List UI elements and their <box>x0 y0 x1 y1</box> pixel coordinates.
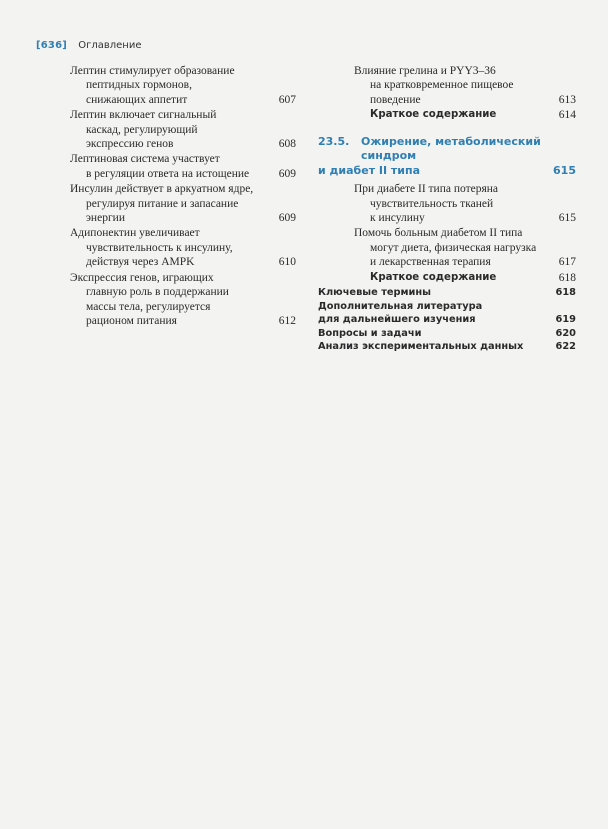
section-title-line: и диабет II типа <box>318 163 421 177</box>
toc-entry-text-line: массы тела, регулируется <box>86 300 211 313</box>
toc-section-heading[interactable] <box>318 135 576 179</box>
toc-entry-text-line: При диабете II типа потеряна <box>354 183 499 196</box>
toc-entry[interactable] <box>70 182 296 225</box>
toc-entry[interactable] <box>318 286 576 300</box>
page-ref: 620 <box>555 327 576 339</box>
toc-entry-text-line: в регуляции ответа на истощение <box>86 167 250 180</box>
toc-summary-entry[interactable] <box>318 271 576 285</box>
toc-entry-text-line: и лекарственная терапия <box>370 256 491 269</box>
toc-entry-text-line: Влияние грелина и PYY3–36 <box>354 65 496 77</box>
page-ref: 618 <box>555 286 576 298</box>
toc-entry[interactable] <box>318 300 576 327</box>
page-ref: 617 <box>558 256 576 269</box>
toc-entry-text-line: регулируя питание и запасание <box>86 197 239 210</box>
toc-entry-text-line: Лептин стимулирует образование <box>70 65 235 77</box>
toc-back-matter <box>318 286 576 354</box>
toc-summary-entry[interactable] <box>318 108 576 122</box>
toc-subsection-list <box>318 64 576 107</box>
toc-entry-text-line: снижающих аппетит <box>86 93 188 106</box>
toc-entry-text-line: Вопросы и задачи <box>318 327 422 339</box>
page-ref: 614 <box>558 109 576 122</box>
toc-entry-text-line: действуя через AMPK <box>86 256 195 269</box>
toc-entry-text-line: главную роль в поддержании <box>86 286 229 299</box>
toc-entry-text-line: Инсулин действует в аркуатном ядре, <box>70 183 254 196</box>
section-title-line: Ожирение, метаболический синдром <box>361 134 541 163</box>
toc-entry-text-line: чувствительность тканей <box>370 197 494 210</box>
page-header <box>36 40 141 51</box>
toc-entry-text-line: Помочь больным диабетом II типа <box>354 227 523 240</box>
toc-entry-text-line: пептидных гормонов, <box>86 79 192 92</box>
toc-subsection-list <box>318 182 576 269</box>
toc-entry-text-line: Экспрессия генов, играющих <box>70 271 214 284</box>
toc-entry-text-line: Лептин включает сигнальный <box>70 109 217 122</box>
toc-entry[interactable] <box>318 327 576 341</box>
page-ref: 608 <box>278 138 296 151</box>
toc-entry-text-line: Дополнительная литература <box>318 300 483 312</box>
toc-entry-text-line: могут диета, физическая нагрузка <box>370 241 537 254</box>
toc-entry-text-line: на кратковременное пищевое <box>370 79 514 92</box>
toc-entry-text-line: экспрессию генов <box>86 138 174 151</box>
toc-entry[interactable] <box>70 152 296 181</box>
toc-entry-text-line: Адипонектин увеличивает <box>70 227 200 240</box>
toc-entry[interactable] <box>318 340 576 354</box>
toc-column-right <box>318 64 576 354</box>
page-number: [636] <box>36 40 68 51</box>
toc-entry-text-line: к инсулину <box>370 211 425 224</box>
summary-label: Краткое содержание <box>370 109 497 121</box>
toc-entry-text-line: для дальнейшего изучения <box>318 314 476 326</box>
summary-label: Краткое содержание <box>370 271 497 283</box>
page-ref: 607 <box>278 93 296 106</box>
toc-entry-text-line: энергии <box>86 212 125 225</box>
toc-entry-text-line: поведение <box>370 93 421 106</box>
toc-entry[interactable] <box>354 182 576 225</box>
page-ref: 619 <box>555 314 576 326</box>
page-ref: 609 <box>278 167 296 180</box>
toc-entry-text-line: каскад, регулирующий <box>86 123 198 136</box>
toc-entry[interactable] <box>70 108 296 151</box>
toc-entry-text-line: Ключевые термины <box>318 286 432 298</box>
page-title: Оглавление <box>78 40 142 51</box>
page-ref: 609 <box>278 212 296 225</box>
page-ref: 615 <box>553 163 576 177</box>
toc-entry[interactable] <box>70 271 296 329</box>
page-ref: 610 <box>278 256 296 269</box>
page-ref: 618 <box>558 271 576 284</box>
page-ref: 612 <box>278 314 296 327</box>
toc-entry-text-line: чувствительность к инсулину, <box>86 241 233 254</box>
toc-entry[interactable] <box>354 64 576 107</box>
toc-column-left <box>70 64 296 329</box>
toc-entry-text-line: Анализ экспериментальных данных <box>318 341 524 353</box>
toc-entry-text-line: рационом питания <box>86 314 177 327</box>
page-ref: 622 <box>555 341 576 353</box>
page-ref: 613 <box>558 93 576 106</box>
page-ref: 615 <box>558 211 576 224</box>
toc-entry-text-line: Лептиновая система участвует <box>70 153 220 166</box>
toc-entry[interactable] <box>70 64 296 107</box>
section-number: 23.5. <box>318 134 350 148</box>
toc-entry[interactable] <box>354 226 576 269</box>
toc-entry[interactable] <box>70 226 296 269</box>
